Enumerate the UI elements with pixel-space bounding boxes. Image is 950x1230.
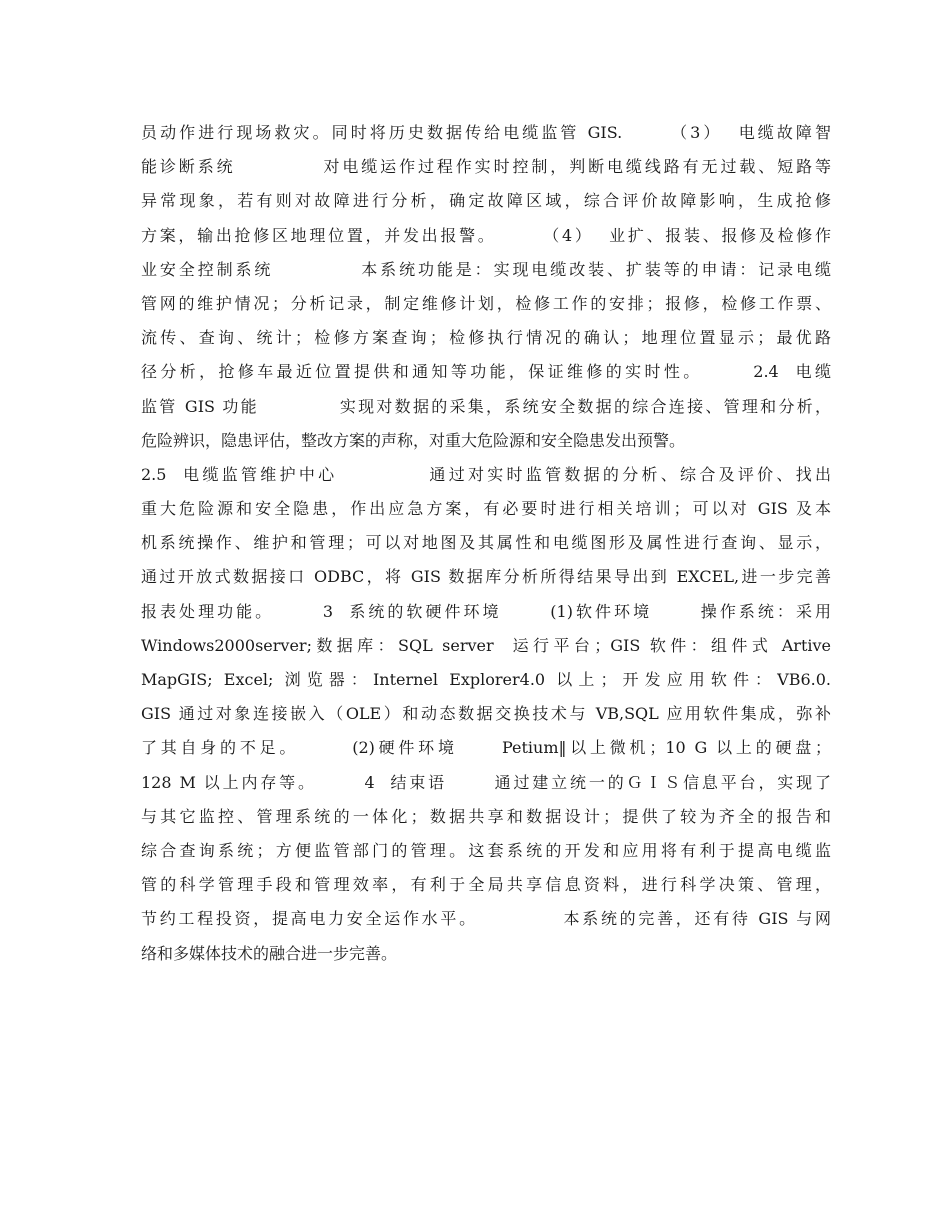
- text-line: 管的科学管理手段和管理效率，有利于全局共享信息资料，进行科学决策、管理，: [141, 875, 831, 895]
- text-line: 重大危险源和安全隐患，作出应急方案，有必要时进行相关培训；可以对 GIS 及本: [141, 499, 831, 519]
- text-line: 了其自身的不足。 (2)硬件环境 Petium‖以上微机；10 G 以上的硬盘；: [141, 738, 831, 758]
- text-line: 异常现象，若有则对故障进行分析，确定故障区域，综合评价故障影响，生成抢修: [141, 191, 831, 211]
- text-line: 能诊断系统 对电缆运作过程作实时控制，判断电缆线路有无过载、短路等: [141, 157, 831, 177]
- text-line: 方案，输出抢修区地理位置，并发出报警。 （4） 业扩、报装、报修及检修作: [141, 225, 831, 245]
- text-line: 管网的维护情况；分析记录，制定维修计划，检修工作的安排；报修，检修工作票、: [141, 293, 831, 313]
- text-line: 2.5 电缆监管维护中心 通过对实时监管数据的分析、综合及评价、找出: [141, 464, 831, 484]
- text-line: 128 M 以上内存等。 4 结束语 通过建立统一的ＧＩＳ信息平台，实现了: [141, 772, 831, 792]
- text-line: 员动作进行现场救灾。同时将历史数据传给电缆监管 GIS. （3） 电缆故障智: [141, 123, 831, 142]
- text-line: 径分析，抢修车最近位置提供和通知等功能，保证维修的实时性。 2.4 电缆: [141, 362, 831, 382]
- text-line: 综合查询系统；方便监管部门的管理。这套系统的开发和应用将有利于提高电缆监: [141, 840, 831, 860]
- text-line: Windows2000server;数据库：SQL server 运行平台；GIS 软件：组件式 Artive: [141, 635, 831, 655]
- text-line: 与其它监控、管理系统的一体化；数据共享和数据设计；提供了较为齐全的报告和: [141, 806, 831, 826]
- text-line: 监管 GIS 功能 实现对数据的采集，系统安全数据的综合连接、管理和分析，: [141, 396, 831, 416]
- text-line: GIS 通过对象连接嵌入（OLE）和动态数据交换技术与 VB,SQL 应用软件集成，弥补: [141, 704, 831, 724]
- text-line: 络和多媒体技术的融合进一步完善。: [141, 943, 398, 963]
- text-line: 节约工程投资，提高电力安全运作水平。 本系统的完善，还有待 GIS 与网: [141, 909, 831, 929]
- text-line: 通过开放式数据接口 ODBC，将 GIS 数据库分析所得结果导出到 EXCEL,进一步完善: [141, 567, 831, 587]
- text-line: 机系统操作、维护和管理；可以对地图及其属性和电缆图形及属性进行查询、显示，: [141, 533, 831, 553]
- text-line: 业安全控制系统 本系统功能是：实现电缆改装、扩装等的申请：记录电缆: [141, 259, 831, 279]
- text-line: 危险辨识，隐患评估，整改方案的声称，对重大危险源和安全隐患发出预警。: [141, 430, 686, 450]
- text-line: 报表处理功能。 3 系统的软硬件环境 (1)软件环境 操作系统：采用: [141, 601, 831, 621]
- text-line: MapGIS; Excel; 浏览器：Internel Explorer4.0 以上；开发应用软件：VB6.0.: [141, 670, 831, 689]
- body-text: [141, 116, 831, 971]
- text-line: 流传、查询、统计；检修方案查询；检修执行情况的确认；地理位置显示；最优路: [141, 328, 831, 348]
